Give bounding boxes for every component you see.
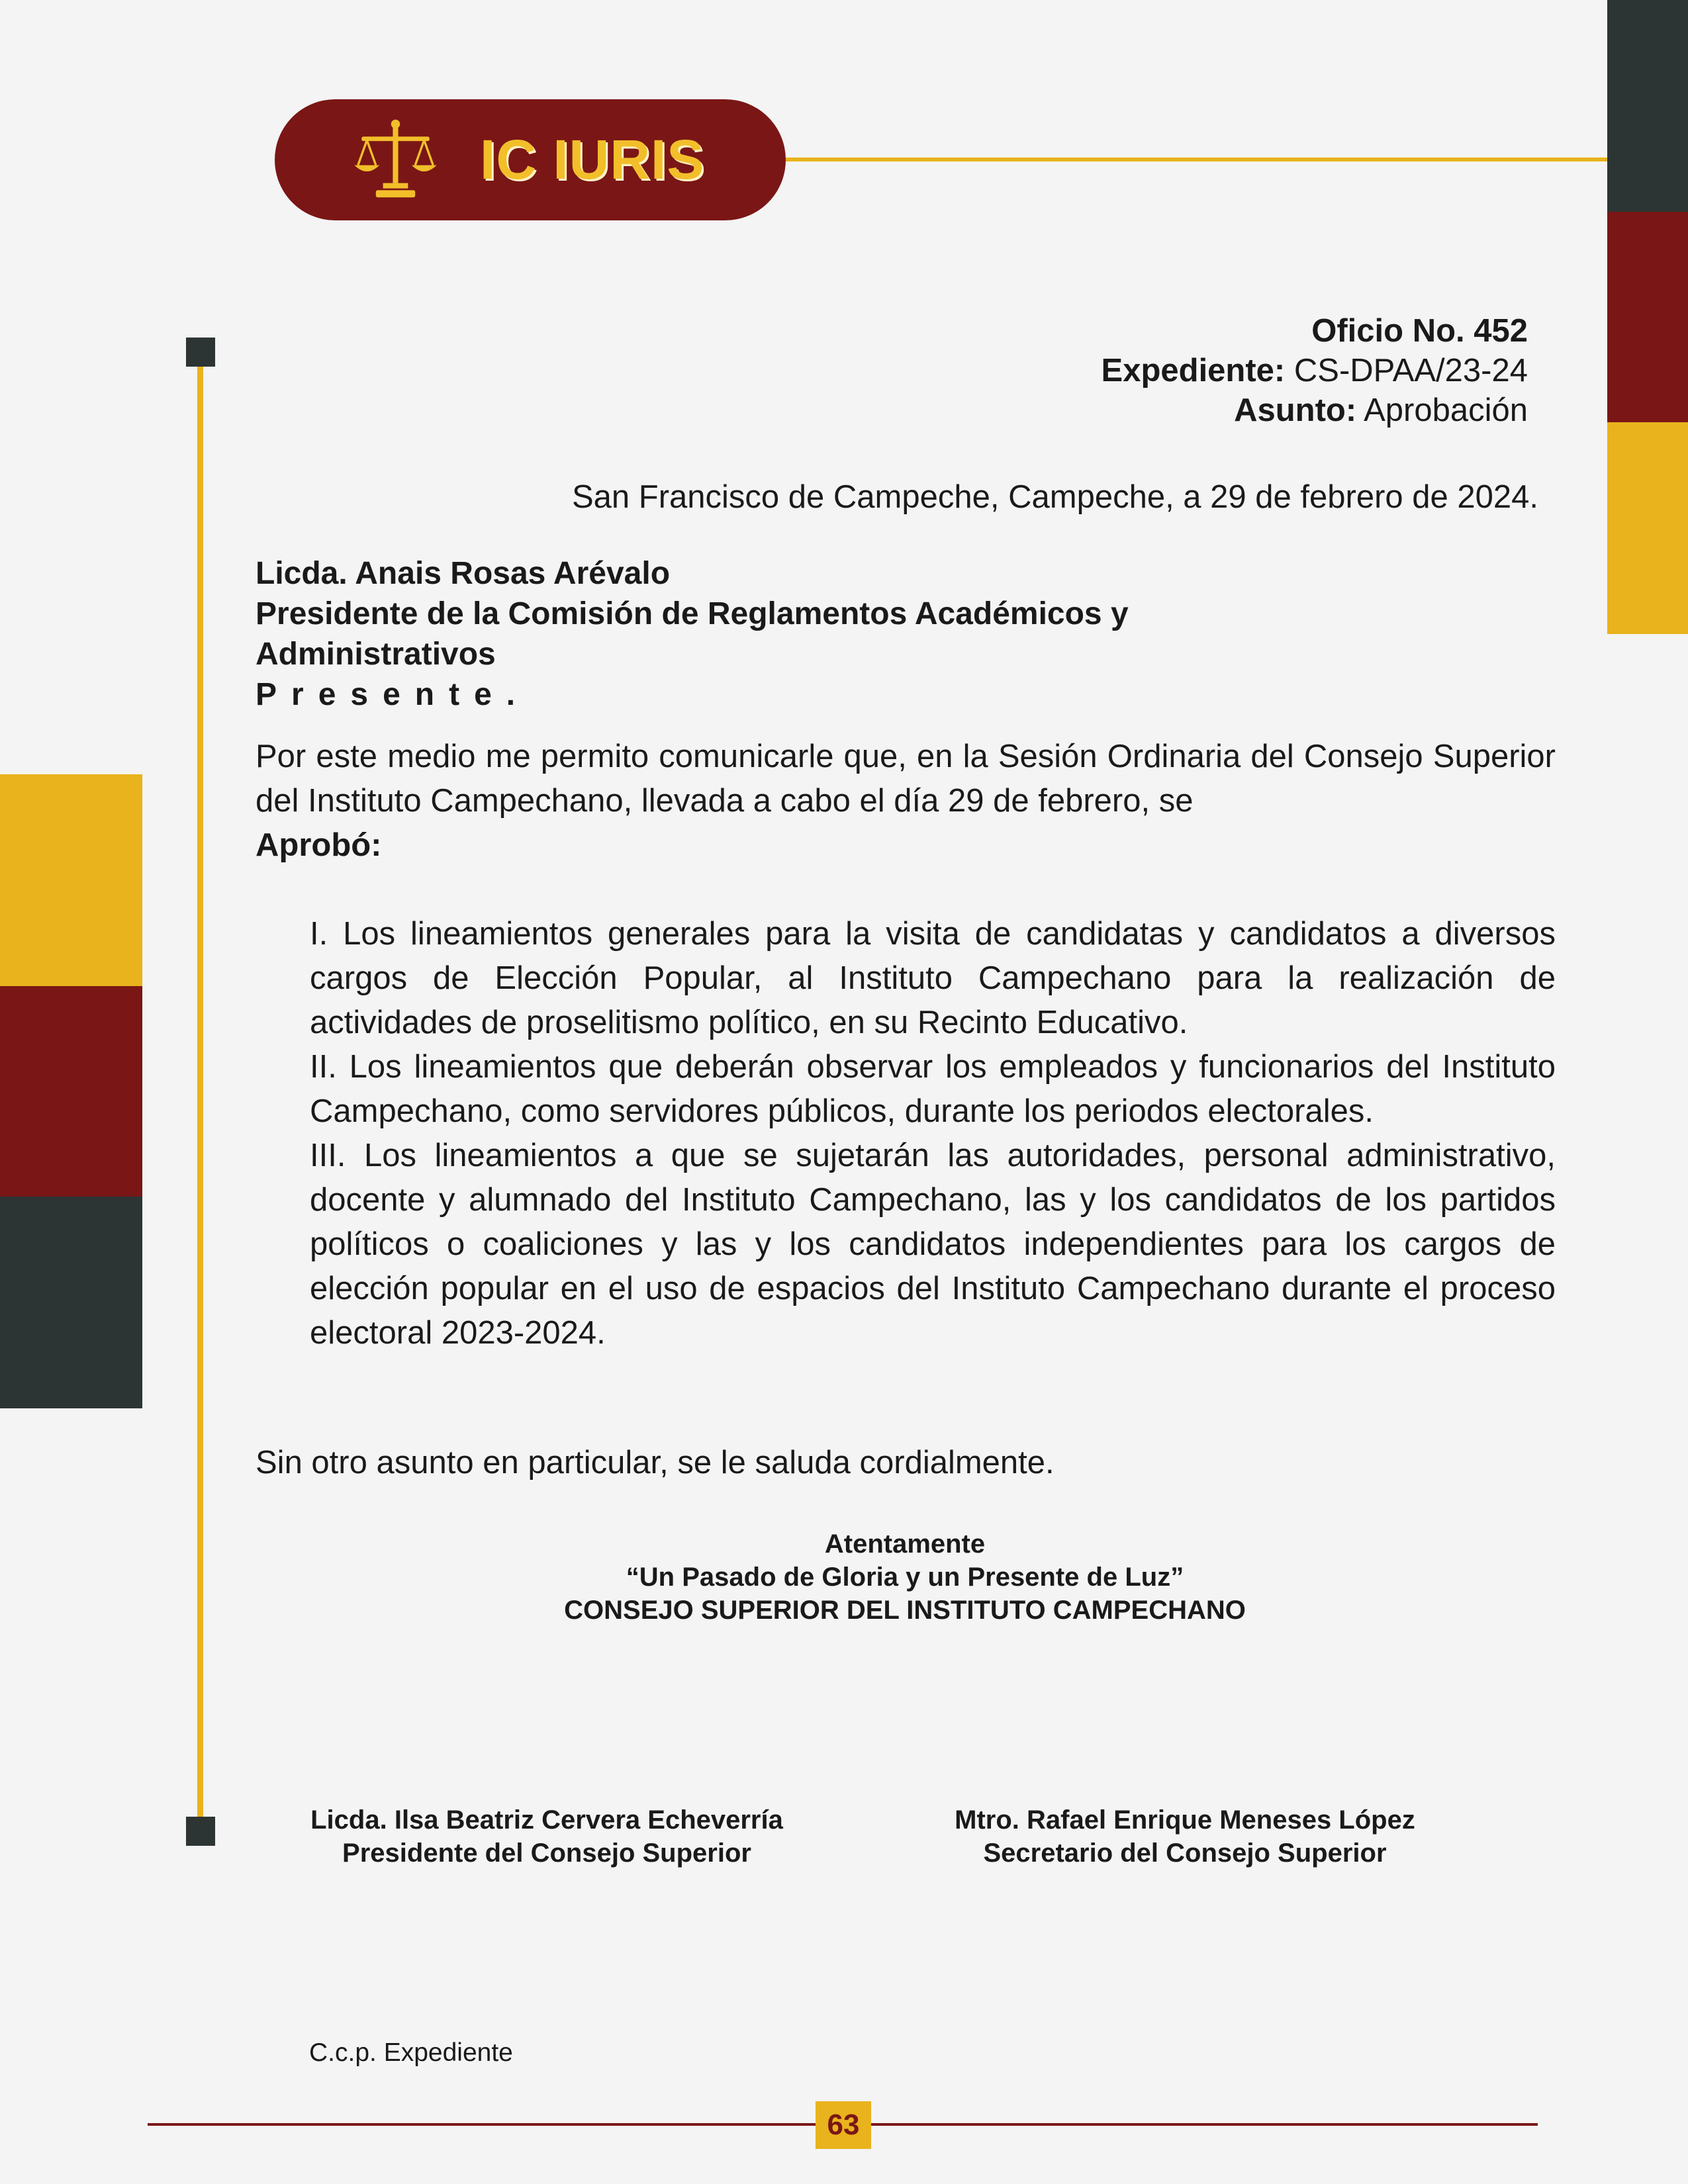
page-number: 63 <box>816 2101 871 2149</box>
signoff-block <box>0 1527 1688 1627</box>
asunto-label: Asunto: <box>1234 392 1357 428</box>
addressee-greeting: Presente. <box>256 677 530 712</box>
left-maroon-block <box>0 986 142 1197</box>
header-title: IC IURIS <box>480 128 705 191</box>
signoff-atentamente: Atentamente <box>824 1529 986 1559</box>
expediente-value: CS-DPAA/23-24 <box>1293 353 1528 388</box>
ccp-note: C.c.p. Expediente <box>309 2038 513 2067</box>
left-dark-block <box>0 1197 142 1408</box>
signoff-motto: “Un Pasado de Gloria y un Presente de Luz” <box>626 1563 1184 1592</box>
signature-right <box>887 1803 1483 1870</box>
scales-of-justice-icon <box>351 115 440 205</box>
header-rule <box>786 158 1607 161</box>
rule-bottom-marker <box>186 1817 215 1846</box>
signatory-name: Mtro. Rafael Enrique Meneses López <box>955 1805 1415 1835</box>
signatory-name: Licda. Ilsa Beatriz Cervera Echeverría <box>310 1805 783 1835</box>
addressee-name: Licda. Anais Rosas Arévalo <box>256 556 671 591</box>
addressee-position: Presidente de la Comisión de Reglamentos Académicos y Administrativos <box>256 596 1129 672</box>
intro-text: Por este medio me permito comunicarle que, en la Sesión Ordinaria del Consejo Superior del Instituto Campechano, llevada a cabo el día 29 de febrero, se <box>256 739 1556 819</box>
right-dark-block <box>1607 0 1688 212</box>
left-gold-block <box>0 774 142 986</box>
signature-left <box>249 1803 845 1870</box>
expediente-label: Expediente: <box>1101 353 1286 388</box>
date-line: San Francisco de Campeche, Campeche, a 29 de febrero de 2024. <box>572 479 1538 515</box>
reference-block <box>1102 311 1528 430</box>
list-item: III. Los lineamientos a que se sujetarán las autoridades, personal administrativo, docente y alumnado del Instituto Campechano, las y los candidatos de los partidos políticos o coaliciones y las y los candidatos independientes para los cargos de elección popular en el uso de espacios del Instituto Campechano durante el proceso electoral 2023-2024. <box>310 1138 1556 1351</box>
rule-top-marker <box>186 338 215 367</box>
list-item: II. Los lineamientos que deberán observar los empleados y funcionarios del Instituto Campechano, como servidores públicos, durante los periodos electorales. <box>310 1049 1556 1129</box>
intro-paragraph <box>256 735 1556 868</box>
right-gold-block <box>1607 422 1688 634</box>
approved-label: Aprobó: <box>256 827 382 863</box>
addressee-block <box>256 553 1315 715</box>
header-badge <box>275 99 786 220</box>
signoff-institution: CONSEJO SUPERIOR DEL INSTITUTO CAMPECHANO <box>564 1596 1246 1625</box>
right-maroon-block <box>1607 212 1688 422</box>
oficio-number: Oficio No. 452 <box>1311 313 1528 349</box>
asunto-value: Aprobación <box>1364 392 1528 428</box>
signatory-title: Presidente del Consejo Superior <box>342 1839 751 1868</box>
closing-line: Sin otro asunto en particular, se le saluda cordialmente. <box>256 1445 1055 1480</box>
signatory-title: Secretario del Consejo Superior <box>983 1839 1387 1868</box>
approved-items-list <box>310 912 1556 1355</box>
list-item: I. Los lineamientos generales para la visita de candidatas y candidatos a diversos cargos de Elección Popular, al Instituto Campechano para la realización de actividades de proselitismo político, en su Recinto Educativo. <box>310 916 1556 1040</box>
